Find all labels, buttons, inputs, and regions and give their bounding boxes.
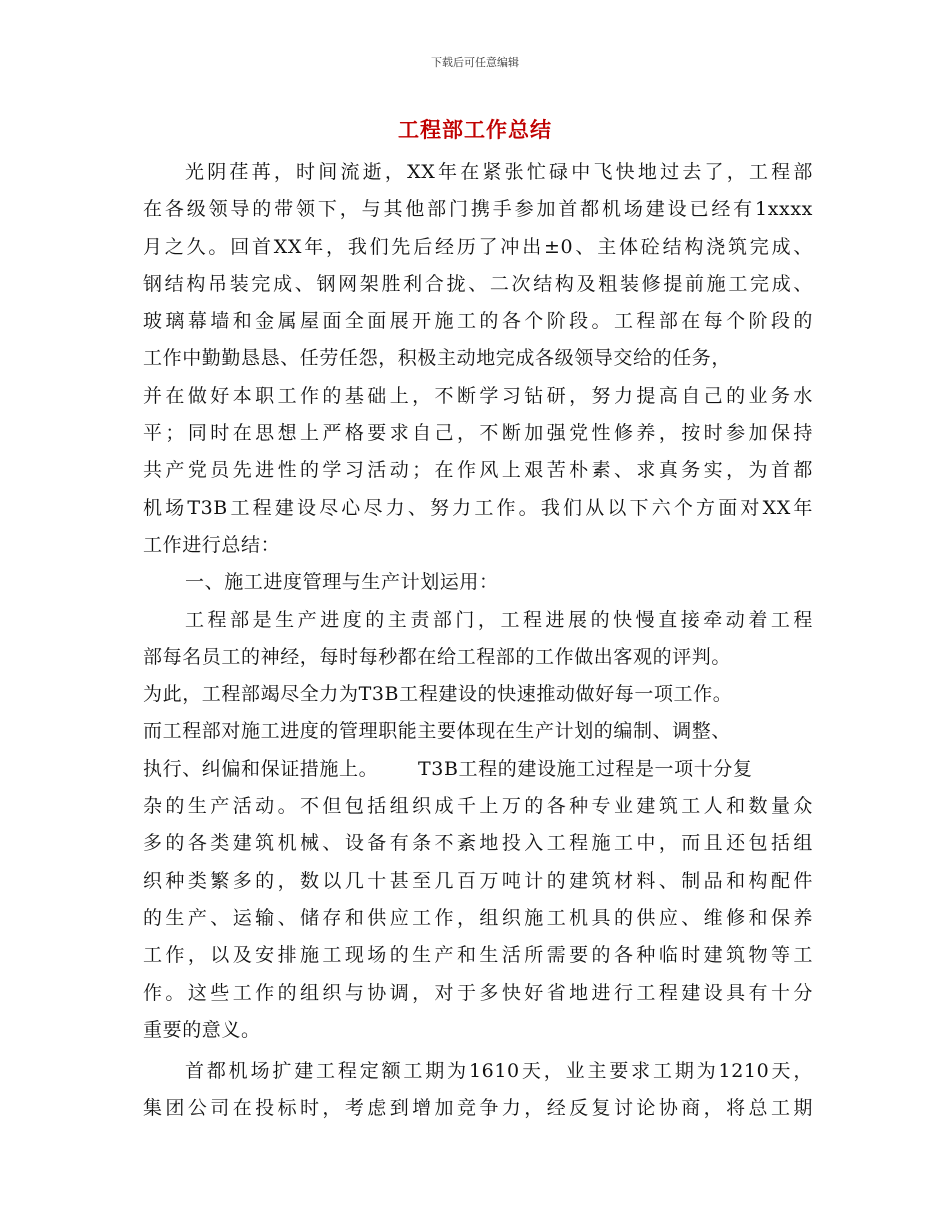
body-line: 月之久。回首XX年，我们先后经历了冲出±0、主体砼结构浇筑完成、 bbox=[143, 235, 813, 258]
body-line: 工作，以及安排施工现场的生产和生活所需要的各种临时建筑物等工 bbox=[143, 944, 813, 967]
document-body bbox=[143, 154, 813, 1128]
body-line: 多的各类建筑机械、设备有条不紊地投入工程施工中，而且还包括组 bbox=[143, 832, 813, 855]
body-line: 作。这些工作的组织与协调，对于多快好省地进行工程建设具有十分 bbox=[143, 981, 813, 1004]
body-line: 集团公司在投标时，考虑到增加竞争力，经反复讨论协商，将总工期 bbox=[143, 1097, 813, 1120]
document-title: 工程部工作总结 bbox=[398, 118, 552, 142]
section-heading: 一、施工进度管理与生产计划运用： bbox=[185, 571, 499, 594]
body-line: 的生产、运输、储存和供应工作，组织施工机具的供应、维修和保养 bbox=[143, 906, 813, 929]
body-line: 织种类繁多的，数以几十甚至几百万吨计的建筑材料、制品和构配件 bbox=[143, 869, 813, 892]
body-line: 玻璃幕墙和金属屋面全面展开施工的各个阶段。工程部在每个阶段的 bbox=[143, 310, 813, 333]
body-line: 工作中勤勤恳恳、任劳任怨，积极主动地完成各级领导交给的任务， bbox=[143, 347, 732, 370]
body-line: 机场T3B工程建设尽心尽力、努力工作。我们从以下六个方面对XX年 bbox=[143, 496, 813, 519]
body-line: 部每名员工的神经，每时每秒都在给工程部的工作做出客观的评判。 bbox=[143, 645, 732, 668]
body-line: 在各级领导的带领下，与其他部门携手参加首都机场建设已经有1xxxx bbox=[143, 198, 813, 221]
body-line: 钢结构吊装完成、钢网架胜利合拢、二次结构及粗装修提前施工完成、 bbox=[143, 272, 813, 295]
body-line: 共产党员先进性的学习活动；在作风上艰苦朴素、求真务实，为首都 bbox=[143, 459, 813, 482]
body-line: 杂的生产活动。不但包括组织成千上万的各种专业建筑工人和数量众 bbox=[143, 795, 813, 818]
body-line: 并在做好本职工作的基础上，不断学习钻研，努力提高自己的业务水 bbox=[143, 384, 813, 407]
body-line: 工程部是生产进度的主责部门，工程进展的快慢直接牵动着工程 bbox=[185, 608, 813, 631]
body-line: 重要的意义。 bbox=[143, 1018, 261, 1041]
body-line: 而工程部对施工进度的管理职能主要体现在生产计划的编制、调整、 bbox=[143, 720, 732, 743]
body-line: 为此，工程部竭尽全力为T3B工程建设的快速推动做好每一项工作。 bbox=[143, 683, 733, 706]
body-line: 光阴荏苒，时间流逝，XX年在紧张忙碌中飞快地过去了，工程部 bbox=[185, 161, 813, 183]
download-note: 下载后可任意编辑 bbox=[431, 56, 519, 69]
body-line: 工作进行总结： bbox=[143, 533, 281, 556]
body-line: 平；同时在思想上严格要求自己，不断加强党性修养，按时参加保持 bbox=[143, 422, 813, 445]
body-line: 执行、纠偏和保证措施上。 T3B工程的建设施工过程是一项十分复 bbox=[143, 757, 753, 780]
body-line: 首都机场扩建工程定额工期为1610天，业主要求工期为1210天， bbox=[185, 1060, 813, 1083]
